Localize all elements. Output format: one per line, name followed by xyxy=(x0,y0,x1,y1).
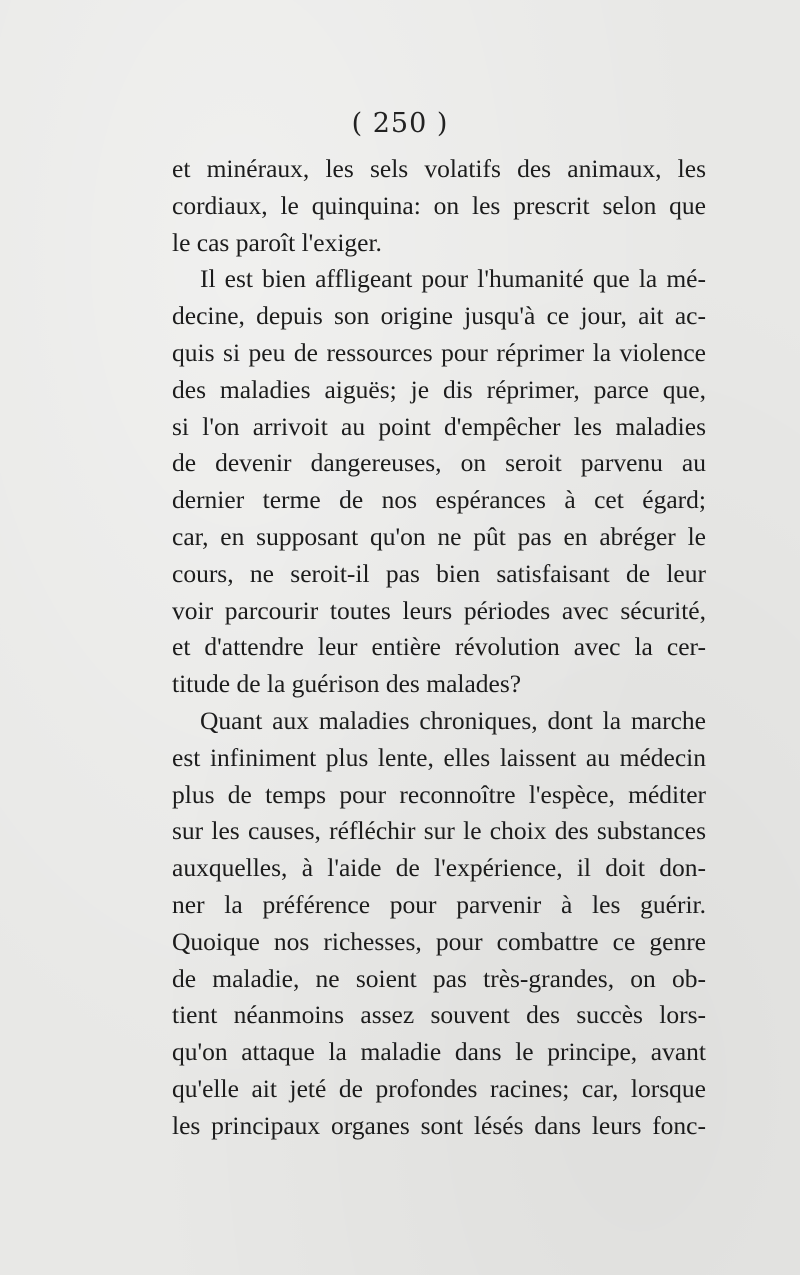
page-number: ( 250 ) xyxy=(351,108,449,139)
text-line: si l'on arrivoit au point d'empêcher les maladies xyxy=(172,411,706,441)
text-line: et minéraux, les sels volatifs des animaux, les xyxy=(172,154,706,183)
text-line: qu'elle ait jeté de profondes racines; car, lorsque xyxy=(172,1073,706,1103)
text-line: dernier terme de nos espérances à cet égard; xyxy=(172,485,706,515)
text-line: plus de temps pour reconnoître l'espèce, méditer xyxy=(172,779,706,809)
text-line: de maladie, ne soient pas très-grandes, on ob- xyxy=(172,963,706,993)
text-line: Il est bien affligeant pour l'humanité que la mé- xyxy=(200,264,706,294)
paragraph-1 xyxy=(172,151,706,261)
text-line: titude de la guérison des malades? xyxy=(172,669,522,699)
text-line: le cas paroît l'exiger. xyxy=(172,227,382,257)
text-line: cours, ne seroit-il pas bien satisfaisant de leur xyxy=(172,558,706,588)
text-line: voir parcourir toutes leurs périodes avec sécurité, xyxy=(172,595,706,625)
text-line: les principaux organes sont lésés dans leurs fonc- xyxy=(172,1110,706,1140)
text-line: et d'attendre leur entière révolution avec la cer- xyxy=(172,632,706,662)
text-line: qu'on attaque la maladie dans le principe, avant xyxy=(172,1037,706,1067)
text-line: quis si peu de ressources pour réprimer la violence xyxy=(172,337,706,367)
text-line: cordiaux, le quinquina: on les prescrit selon que xyxy=(172,190,706,220)
text-line: Quoique nos richesses, pour combattre ce genre xyxy=(172,926,706,956)
text-line: des maladies aiguës; je dis réprimer, parce que, xyxy=(172,374,706,404)
text-line: est infiniment plus lente, elles laissent au médecin xyxy=(172,742,706,772)
text-line: de devenir dangereuses, on seroit parvenu au xyxy=(172,448,706,478)
text-line: sur les causes, réfléchir sur le choix des substances xyxy=(172,816,706,846)
body-text xyxy=(172,151,706,1145)
text-line: tient néanmoins assez souvent des succès lors- xyxy=(172,1000,706,1030)
text-line: ner la préférence pour parvenir à les guérir. xyxy=(172,889,706,919)
text-line: auxquelles, à l'aide de l'expérience, il doit don- xyxy=(172,853,706,883)
paragraph-3 xyxy=(172,703,706,1145)
paragraph-2 xyxy=(172,261,706,703)
text-line: decine, depuis son origine jusqu'à ce jour, ait ac- xyxy=(172,301,706,331)
text-line: car, en supposant qu'on ne pût pas en abréger le xyxy=(172,521,706,551)
text-line: Quant aux maladies chroniques, dont la marche xyxy=(200,705,706,735)
